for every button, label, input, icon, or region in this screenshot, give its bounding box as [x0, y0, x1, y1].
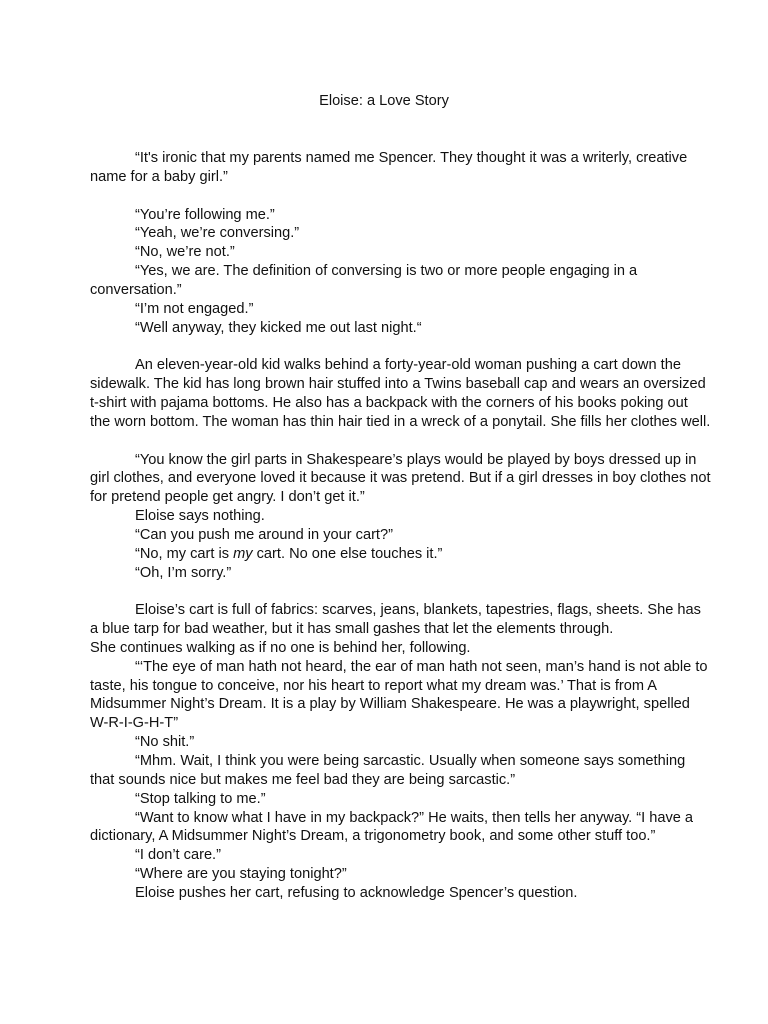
text-line: Midsummer Night’s Dream. It is a play by William Shakespeare. He was a playwright, spelled	[90, 696, 690, 713]
paragraph-gap	[90, 582, 690, 601]
text-line: Eloise’s cart is full of fabrics: scarves, jeans, blankets, tapestries, flags, sheets. She has	[135, 602, 701, 619]
text-line: “Oh, I’m sorry.”	[135, 564, 232, 581]
text-line: “I don’t care.”	[135, 847, 221, 864]
text-line: W-R-I-G-H-T”	[90, 715, 179, 732]
text-line: taste, his tongue to conceive, nor his heart to report what my dream was.’ That is from A	[90, 677, 657, 694]
paragraph-gap	[90, 187, 690, 206]
text-line: “Want to know what I have in my backpack?” He waits, then tells her anyway. “I have a	[135, 809, 694, 826]
document-title: Eloise: a Love Story	[319, 93, 449, 109]
text-line: name for a baby girl.”	[90, 168, 228, 185]
text-line: She continues walking as if no one is behind her, following.	[90, 639, 471, 656]
text-line: “‘The eye of man hath not heard, the ear of man hath not seen, man’s hand is not able to	[135, 658, 708, 675]
text-line: a blue tarp for bad weather, but it has small gashes that let the elements through.	[90, 621, 614, 638]
text-line: “Yes, we are. The definition of conversing is two or more people engaging in a	[135, 263, 638, 280]
text-line: Eloise pushes her cart, refusing to acknowledge Spencer’s question.	[135, 884, 578, 901]
text-line: Eloise says nothing.	[135, 508, 265, 525]
paragraph-gap	[90, 337, 690, 356]
text-line: “You know the girl parts in Shakespeare’s plays would be played by boys dressed up in	[135, 451, 697, 468]
text-line: that sounds nice but makes me feel bad they are being sarcastic.”	[90, 771, 516, 788]
text-line: sidewalk. The kid has long brown hair stuffed into a Twins baseball cap and wears an oversized	[90, 376, 706, 393]
text-line: “You’re following me.”	[135, 206, 275, 223]
text-line: “Yeah, we’re conversing.”	[135, 225, 300, 242]
text-line: “No shit.”	[135, 734, 195, 751]
text-line: “Can you push me around in your cart?”	[135, 526, 393, 543]
text-line: “I’m not engaged.”	[135, 300, 254, 317]
text-line: girl clothes, and everyone loved it because it was pretend. But if a girl dresses in boy clothes not	[90, 470, 711, 487]
text-line: “No, we’re not.”	[135, 244, 235, 261]
text-line: “No, my cart is my cart. No one else touches it.”	[135, 545, 443, 562]
text-line: t-shirt with pajama bottoms. He also has a backpack with the corners of his books poking out	[90, 394, 688, 411]
text-line: conversation.”	[90, 281, 182, 298]
text-line: for pretend people get angry. I don’t get it.”	[90, 489, 365, 506]
text-line: dictionary, A Midsummer Night’s Dream, a trigonometry book, and some other stuff too.”	[90, 828, 656, 845]
text-line: An eleven-year-old kid walks behind a forty-year-old woman pushing a cart down the	[135, 357, 681, 374]
paragraph-gap	[90, 432, 690, 451]
text-line: “It's ironic that my parents named me Spencer. They thought it was a writerly, creative	[135, 150, 688, 166]
text-line: “Mhm. Wait, I think you were being sarcastic. Usually when someone says something	[135, 753, 686, 769]
text-line: “Where are you staying tonight?”	[135, 866, 347, 883]
document-body	[90, 149, 711, 903]
text-line: “Well anyway, they kicked me out last night.“	[135, 319, 422, 336]
text-line: the worn bottom. The woman has thin hair tied in a wreck of a ponytail. She fills her clothes well.	[90, 413, 711, 430]
text-line: “Stop talking to me.”	[135, 790, 266, 807]
